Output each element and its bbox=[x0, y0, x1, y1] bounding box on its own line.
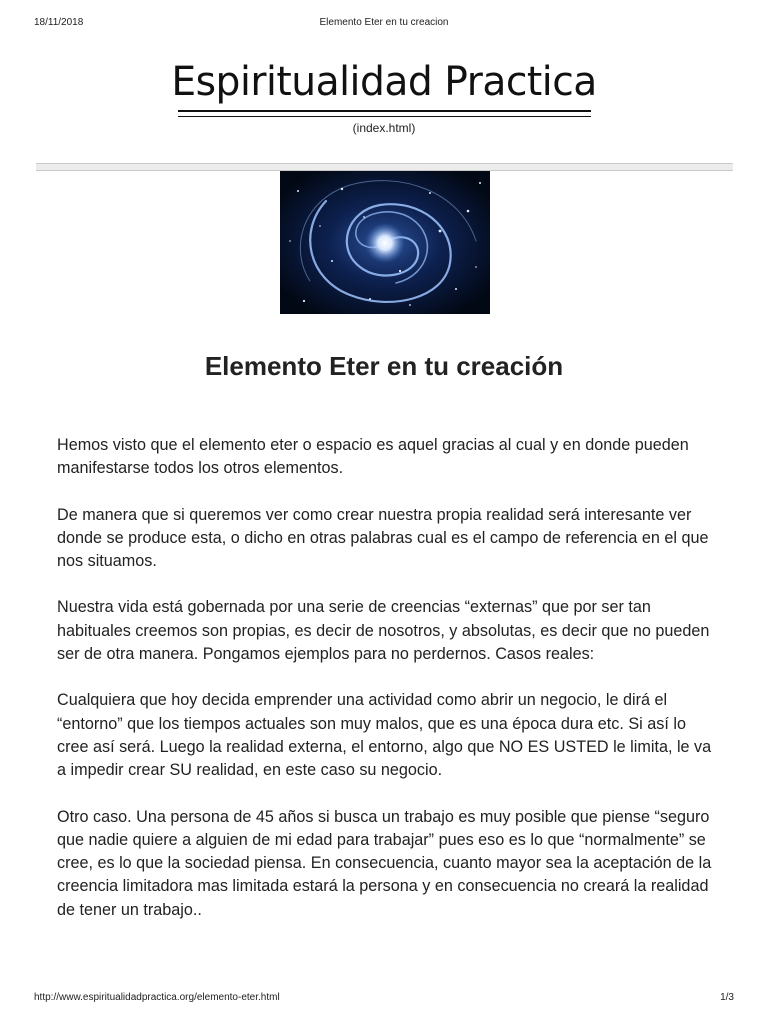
galaxy-image bbox=[280, 171, 490, 314]
print-footer bbox=[34, 992, 734, 1006]
article-paragraph: De manera que si queremos ver como crear nuestra propia realidad será interesante ver donde se produce esta, o dicho en otras palabras cual es el campo de referencia en el que nos situamos. bbox=[57, 505, 709, 571]
article-body bbox=[57, 434, 717, 945]
print-date: 18/11/2018 bbox=[34, 17, 84, 28]
site-logo[interactable] bbox=[0, 56, 768, 108]
site-logo-text[interactable]: Espiritualidad Practica bbox=[171, 59, 597, 105]
article-paragraph: Hemos visto que el elemento eter o espacio es aquel gracias al cual y en donde pueden manifestarse todos los otros elementos. bbox=[57, 436, 689, 478]
article-paragraph: Nuestra vida está gobernada por una serie de creencias “externas” que por ser tan habituales creemos son propias, es decir de nosotros, y absolutas, es decir que no pueden ser de otra manera. Pongamos ejemplos para no perdernos. Casos reales: bbox=[57, 598, 710, 664]
index-link[interactable]: (index.html) bbox=[352, 121, 416, 135]
article-title: Elemento Eter en tu creación bbox=[204, 351, 564, 382]
article-paragraph: Otro caso. Una persona de 45 años si busca un trabajo es muy posible que piense “seguro que nadie quiere a alguien de mi edad para trabajar” pues eso es lo que “normalmente” se cree, es lo que la sociedad piensa. En consecuencia, cuanto mayor sea la aceptación de la creencia limitadora mas limitada estará la persona y en consecuencia no creará la realidad de tener un trabajo.. bbox=[57, 807, 712, 919]
header-divider bbox=[36, 163, 733, 171]
logo-underline-thin bbox=[178, 116, 591, 117]
article-paragraph: Cualquiera que hoy decida emprender una actividad como abrir un negocio, le dirá el “entorno” que los tiempos actuales son muy malos, que es una época dura etc. Si así lo cree así será. Luego la realidad externa, el entorno, algo que NO ES USTED le limita, le va a impedir crear SU realidad, en este caso su negocio. bbox=[57, 691, 712, 780]
print-document-title: Elemento Eter en tu creacion bbox=[319, 17, 449, 28]
print-header bbox=[34, 17, 734, 31]
logo-underline-thick bbox=[178, 110, 591, 112]
page-url[interactable]: http://www.espiritualidadpractica.org/elemento-eter.html bbox=[34, 992, 280, 1003]
galaxy-icon bbox=[280, 171, 490, 314]
page-number: 1/3 bbox=[720, 992, 734, 1003]
